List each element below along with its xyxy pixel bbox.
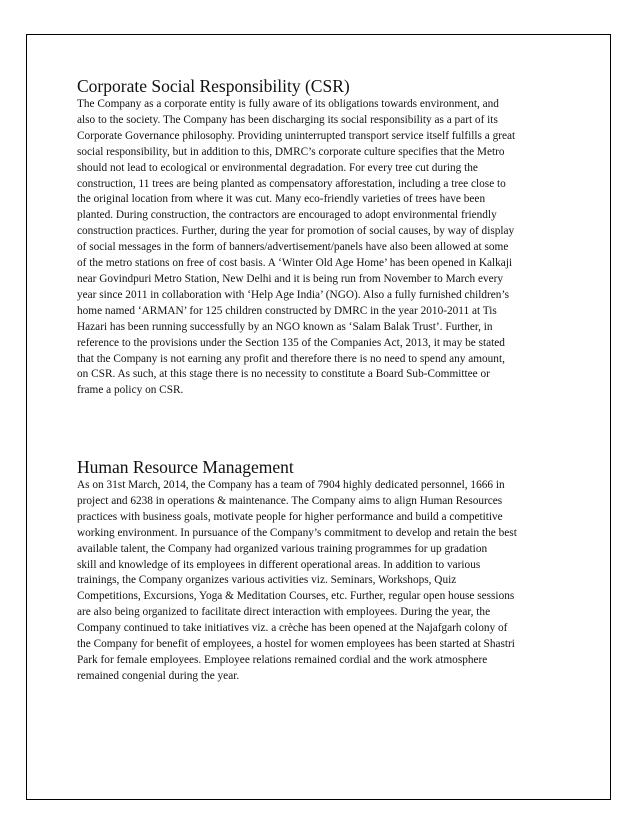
hr-line: available talent, the Company had organized various training programmes for up gradation <box>77 542 488 555</box>
csr-line: social responsibility, but in addition to this, DMRC’s corporate culture specifies that the Metro <box>77 145 505 158</box>
csr-section <box>77 76 567 399</box>
csr-line: should not lead to ecological or environmental degradation. For every tree cut during the <box>77 161 478 174</box>
csr-line: also to the society. The Company has been discharging its social responsibility as a part of its <box>77 113 498 126</box>
hr-line: Park for female employees. Employee relations remained cordial and the work atmosphere <box>77 653 488 666</box>
csr-line: near Govindpuri Metro Station, New Delhi and it is being run from November to March every <box>77 272 504 285</box>
csr-line: construction practices. Further, during the year for promotion of social causes, by way of display <box>77 225 515 238</box>
csr-line: reference to the provisions under the Section 135 of the Companies Act, 2013, it may be stated <box>77 336 505 349</box>
hr-line: Company continued to take initiatives viz. a crèche has been opened at the Najafgarh colony of <box>77 622 508 635</box>
hr-line: are also being organized to facilitate direct interaction with employees. During the year, the <box>77 606 491 619</box>
hr-line: practices with business goals, motivate people for higher performance and build a competitive <box>77 510 503 523</box>
csr-line: of social messages in the form of banners/advertisement/panels have also been allowed at some <box>77 241 509 254</box>
hr-line: the Company for benefit of employees, a hostel for women employees has been started at Shastri <box>77 638 515 651</box>
hr-paragraph <box>77 478 567 685</box>
csr-line: the original location from where it was cut. Many eco-friendly varieties of trees have been <box>77 193 486 206</box>
hr-heading: Human Resource Management <box>77 457 294 477</box>
csr-line: The Company as a corporate entity is fully aware of its obligations towards environment, and <box>77 98 499 110</box>
hr-line: As on 31st March, 2014, the Company has a team of 7904 highly dedicated personnel, 1666 in <box>77 479 505 491</box>
csr-line: of the metro stations on free of cost basis. A ‘Winter Old Age Home’ has been opened in Kalkaji <box>77 257 513 270</box>
hr-line: Competitions, Excursions, Yoga & Meditation Courses, etc. Further, regular open house sessions <box>77 590 515 603</box>
csr-line: home named ‘ARMAN’ for 125 children constructed by DMRC in the year 2010-2011 at Tis <box>77 304 497 317</box>
csr-heading: Corporate Social Responsibility (CSR) <box>77 76 350 96</box>
hr-section <box>77 457 567 685</box>
hr-line: remained congenial during the year. <box>77 669 240 682</box>
hr-line: trainings, the Company organizes various activities viz. Seminars, Workshops, Quiz <box>77 574 457 587</box>
hr-line: skill and knowledge of its employees in different operational areas. In addition to various <box>77 558 481 571</box>
csr-line: Hazari has been running successfully by an NGO known as ‘Salam Balak Trust’. Further, in <box>77 320 493 333</box>
csr-line: frame a policy on CSR. <box>77 384 184 397</box>
csr-paragraph <box>77 97 567 399</box>
csr-line: on CSR. As such, at this stage there is no necessity to constitute a Board Sub-Committee or <box>77 368 490 381</box>
csr-line: year since 2011 in collaboration with ‘Help Age India’ (NGO). Also a fully furnished children’s <box>77 288 509 301</box>
csr-line: planted. During construction, the contractors are encouraged to adopt environmental friendly <box>77 209 497 222</box>
hr-line: project and 6238 in operations & maintenance. The Company aims to align Human Resources <box>77 494 503 507</box>
csr-line: that the Company is not earning any profit and therefore there is no need to spend any amount, <box>77 352 505 365</box>
csr-line: construction, 11 trees are being planted as compensatory afforestation, including a tree close to <box>77 177 506 190</box>
hr-line: working environment. In pursuance of the Company’s commitment to develop and retain the best <box>77 526 517 539</box>
csr-line: Corporate Governance philosophy. Providing uninterrupted transport service itself fulfills a great <box>77 129 516 142</box>
